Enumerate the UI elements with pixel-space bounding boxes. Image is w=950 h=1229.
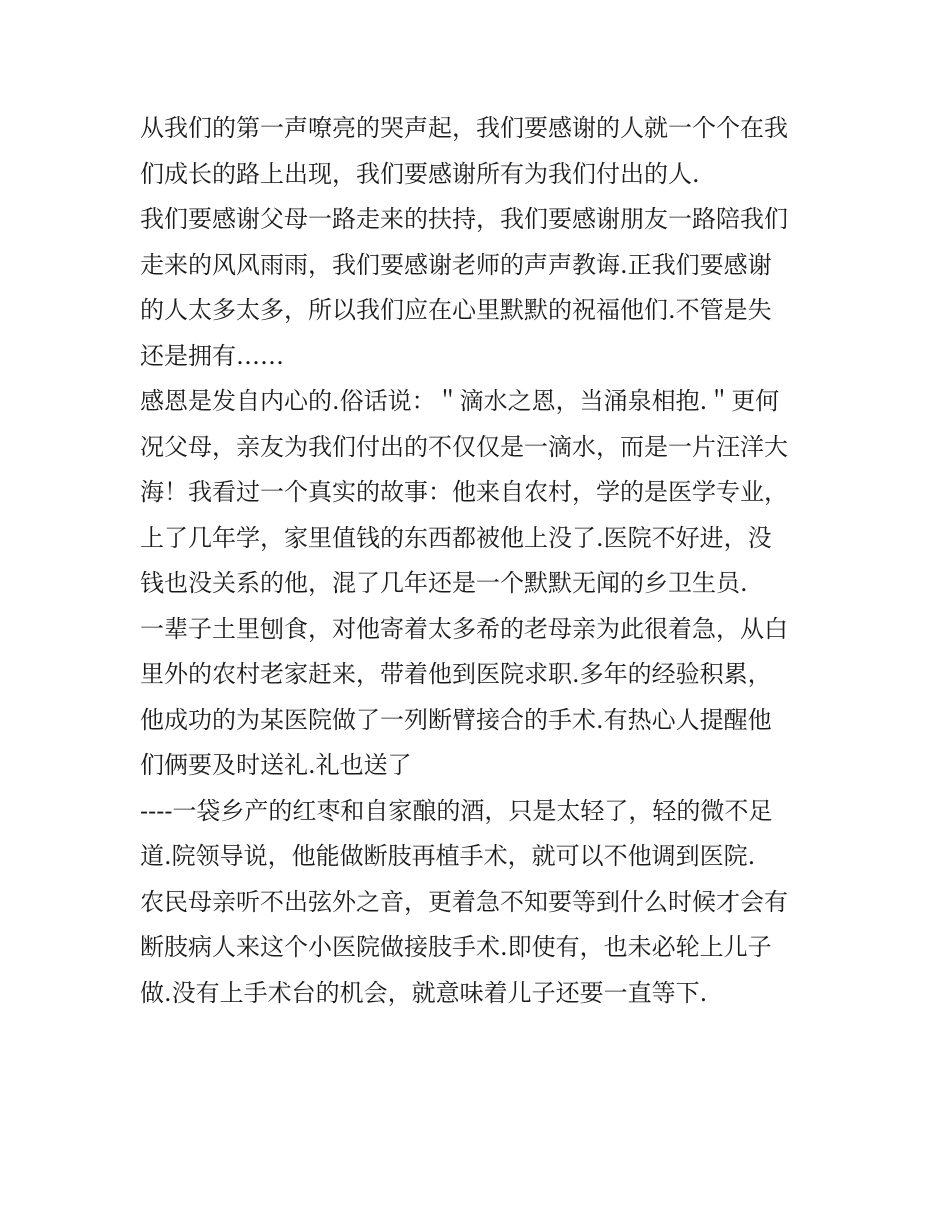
text-line: 走来的风风雨雨，我们要感谢老师的声声教诲.正我们要感谢 [140,250,772,279]
text-line: 况父母，亲友为我们付出的不仅仅是一滴水，而是一片汪洋大 [140,432,788,461]
text-line: 我们要感谢父母一路走来的扶持，我们要感谢朋友一路陪我们 [140,205,788,233]
text-line: 道.院领导说，他能做断肢再植手术，就可以不他调到医院. [140,842,756,870]
text-line: 的人太多太多，所以我们应在心里默默的祝福他们.不管是失 [140,296,772,324]
text-line: 还是拥有…… [140,341,284,370]
text-line: 从我们的第一声嘹亮的哭声起，我们要感谢的人就一个个在我 [140,114,788,142]
text-line: 们成长的路上出现，我们要感谢所有为我们付出的人. [140,159,700,188]
text-line: 断肢病人来这个小医院做接肢手术.即使有，也未必轮上儿子 [140,933,772,961]
text-line: 做.没有上手术台的机会，就意味着儿子还要一直等下. [140,978,708,1007]
text-line: 农民母亲听不出弦外之音，更着急不知要等到什么时候才会有 [140,887,788,916]
text-line: 海！我看过一个真实的故事：他来自农村，学的是医学专业， [140,478,788,506]
text-line: 钱也没关系的他，混了几年还是一个默默无闻的乡卫生员. [140,569,748,597]
text-line: 他成功的为某医院做了一列断臂接合的手术.有热心人提醒他 [140,705,772,734]
text-line: 一辈子土里刨食，对他寄着太多希的老母亲为此很着急，从白 [140,614,788,643]
text-line: 上了几年学，家里值钱的东西都被他上没了.医院不好进，没 [140,523,772,552]
text-line: 感恩是发自内心的.俗话说：＂滴水之恩，当涌泉相抱.＂更何 [140,387,780,415]
text-line: 里外的农村老家赶来，带着他到医院求职.多年的经验积累， [140,660,772,688]
body-text [140,106,820,1016]
text-line: ----一袋乡产的红枣和自家酿的酒，只是太轻了，轻的微不足 [140,796,773,825]
text-line: 们俩要及时送礼.礼也送了 [140,751,412,779]
